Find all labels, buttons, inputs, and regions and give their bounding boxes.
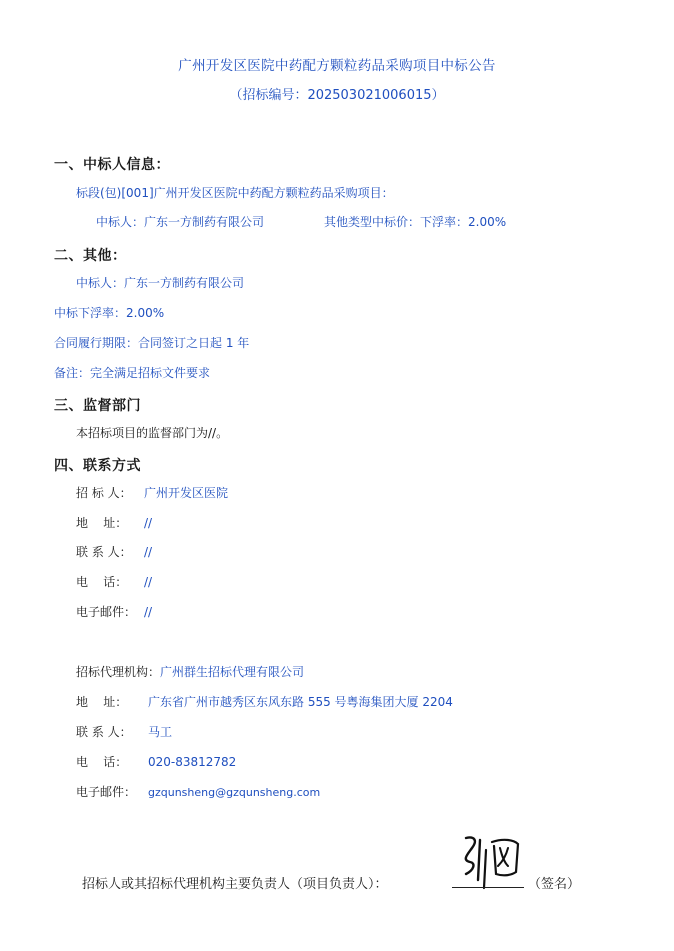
period-line: 合同履行期限：合同签订之日起 1 年 [54,336,250,350]
winner-row [96,214,264,230]
winner-name: 广东一方制药有限公司 [144,215,265,229]
address-value: // [144,516,153,530]
tender-number: （招标编号：202503021006015） [229,88,445,103]
section-2-heading: 二、其他： [54,248,127,264]
agency-phone-value: 020-83812782 [148,755,237,769]
supervision-line: 本招标项目的监督部门为//。 [76,426,229,440]
section-3-heading: 三、监督部门 [54,398,141,414]
address-label: 地 址： [76,516,128,530]
agency-email-row [76,784,320,801]
contact-row [76,544,152,560]
agency-address-value: 广东省广州市越秀区东风东路 555 号粤海集团大厦 2204 [148,695,453,709]
tenderer-row [76,485,228,501]
other-winner-label: 中标人： [76,276,125,290]
email-row [76,604,152,620]
agency-address-label: 地 址： [76,695,128,709]
signer-label: 招标人或其招标代理机构主要负责人（项目负责人）： [82,877,388,892]
price-value: 下浮率：2.00% [420,215,507,229]
section-4-heading: 四、联系方式 [54,458,141,474]
lot-line: 标段(包)[001]广州开发区医院中药配方颗粒药品采购项目： [76,186,394,200]
agency-value: 广州群生招标代理有限公司 [160,665,305,679]
agency-contact-value: 马工 [148,725,173,739]
other-winner-row [76,275,244,291]
agency-phone-label: 电 话： [76,755,128,769]
email-value: // [144,605,153,619]
tenderer-label: 招 标 人： [76,486,132,500]
agency-address-row [76,694,453,710]
section-1-heading: 一、中标人信息： [54,157,170,173]
agency-email-label: 电子邮件： [76,785,137,799]
agency-email-value: gzqunsheng@gzqunsheng.com [148,786,321,799]
page-title: 广州开发区医院中药配方颗粒药品采购项目中标公告 [178,58,496,74]
contact-value: // [144,545,153,559]
price-label: 其他类型中标价： [324,215,421,229]
price-row [324,214,506,230]
agency-contact-label: 联 系 人： [76,725,132,739]
tenderer-value: 广州开发区医院 [144,486,229,500]
phone-row [76,574,152,590]
agency-phone-row [76,754,236,770]
contact-label: 联 系 人： [76,545,132,559]
agency-label: 招标代理机构： [76,665,161,679]
address-row [76,515,152,531]
agency-row [76,664,304,680]
email-label: 电子邮件： [76,605,137,619]
remark-line: 备注：完全满足招标文件要求 [54,366,211,380]
agency-contact-row [76,724,172,740]
phone-value: // [144,575,153,589]
sign-suffix: （签名） [528,877,581,892]
phone-label: 电 话： [76,575,128,589]
other-winner-name: 广东一方制药有限公司 [124,276,245,290]
winner-label: 中标人： [96,215,145,229]
rate-line: 中标下浮率：2.00% [54,306,165,320]
signature-line [452,887,524,888]
